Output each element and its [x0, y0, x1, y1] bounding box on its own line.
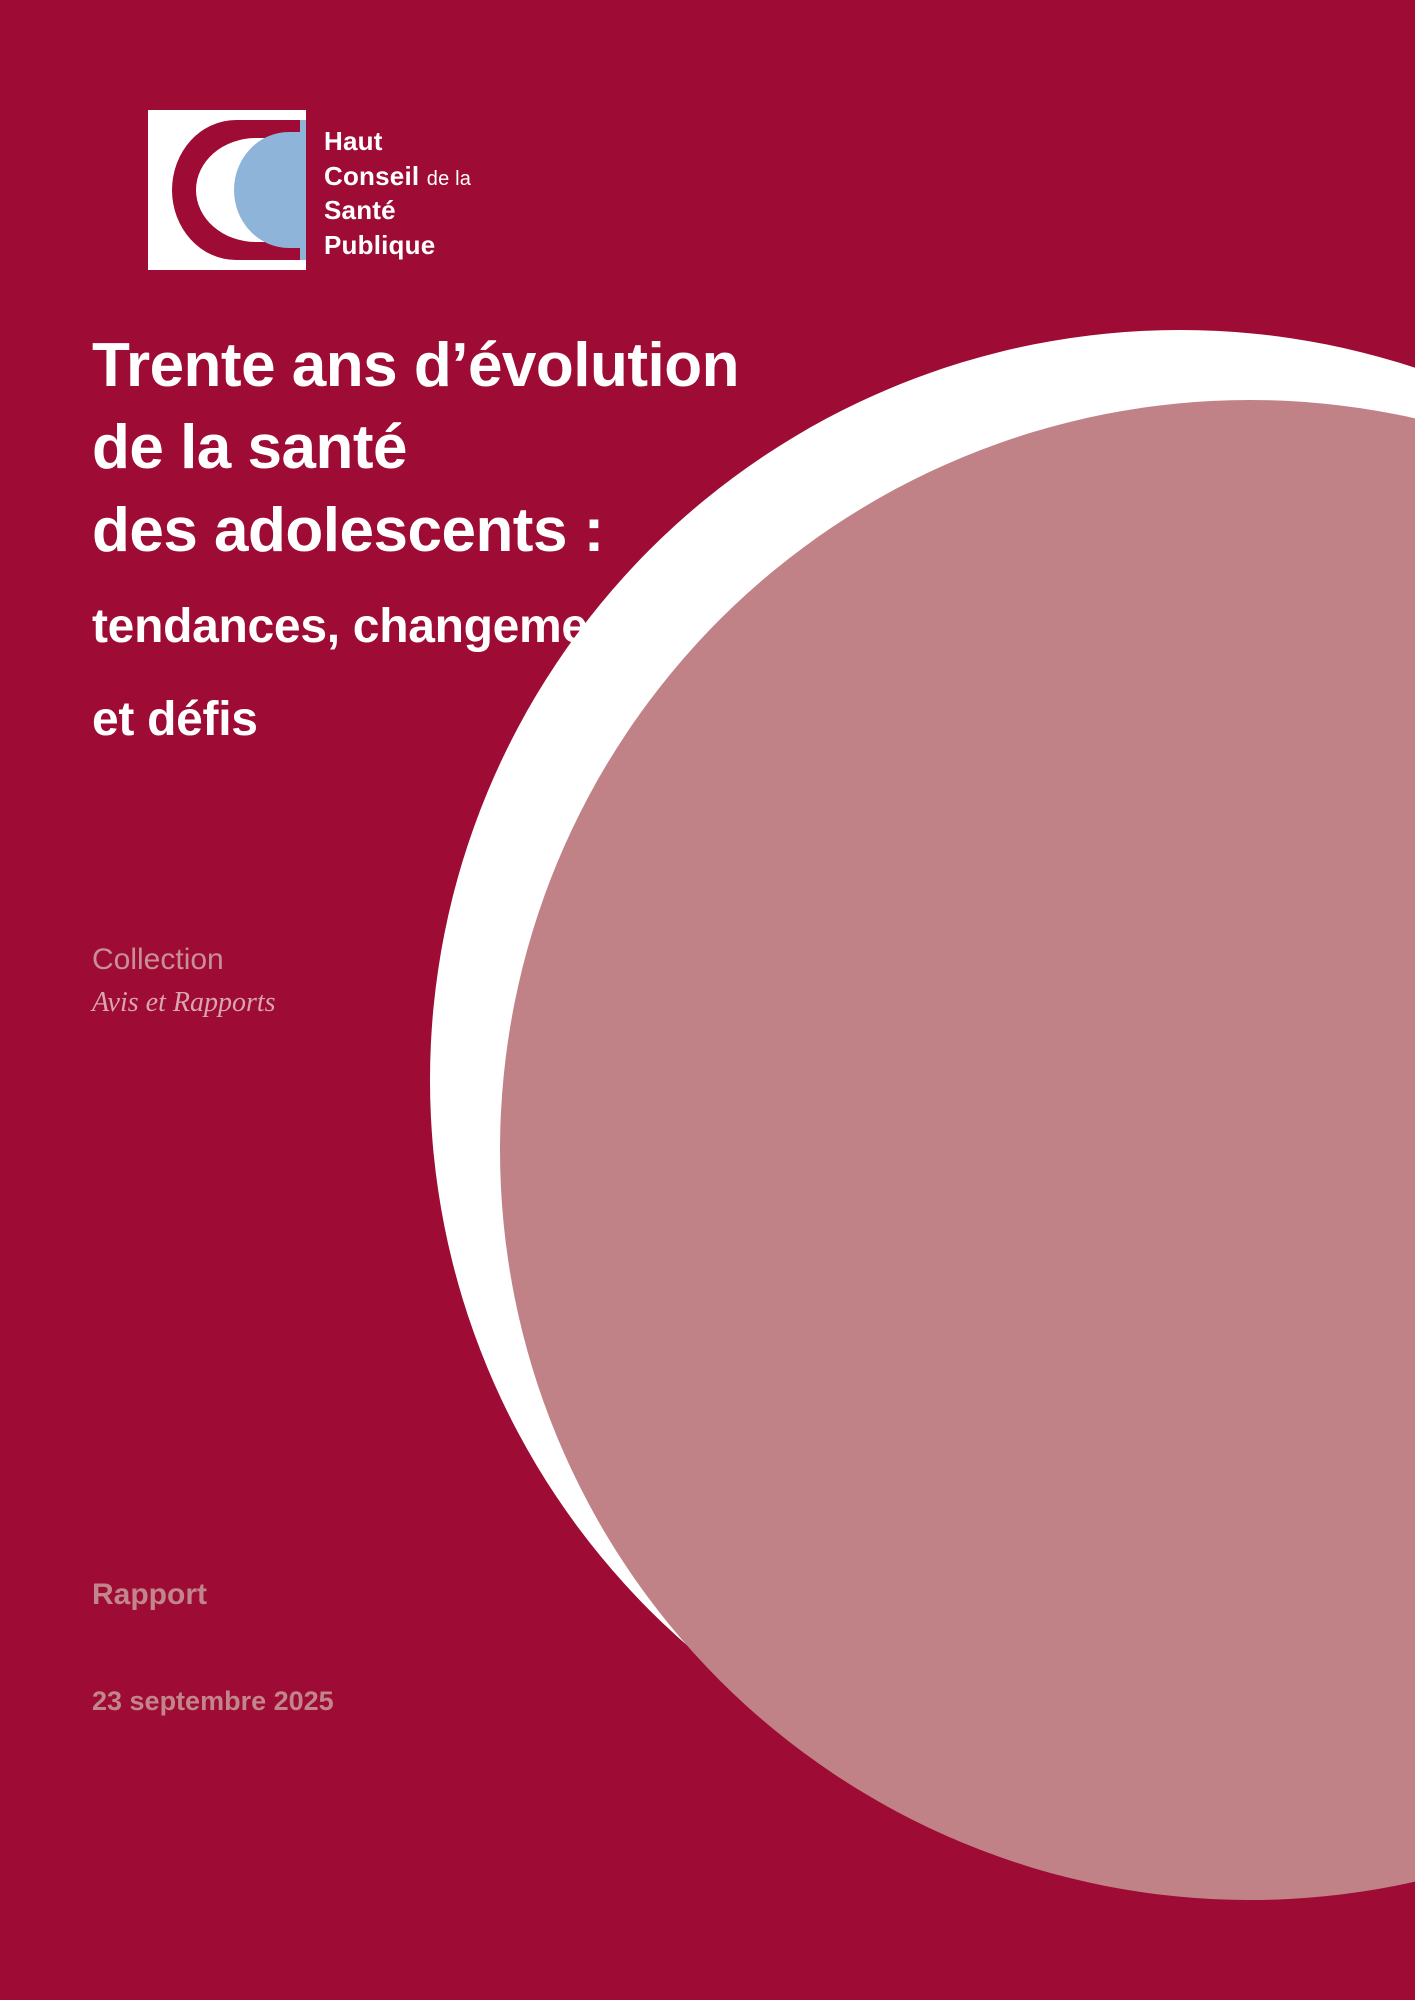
document-date: 23 septembre 2025: [92, 1686, 334, 1716]
subtitle-line-2: et défis: [92, 692, 258, 746]
title-line-3: des adolescents :: [92, 495, 604, 565]
hcsp-logo: [148, 110, 471, 270]
document-type: Rapport: [92, 1578, 207, 1611]
hcsp-logo-mark-icon: [148, 110, 306, 270]
collection-label: Collection: [92, 943, 224, 976]
logo-line-conseil-bold: Conseil: [324, 160, 420, 191]
subtitle-line-1: tendances, changements: [92, 600, 659, 654]
logo-line-sante: Santé: [324, 195, 396, 226]
logo-line-publique: Publique: [324, 229, 436, 260]
title-line-1: Trente ans d’évolution: [92, 331, 739, 400]
hcsp-logo-text: [324, 110, 471, 262]
page-title: [92, 325, 972, 757]
collection-value: Avis et Rapports: [92, 987, 276, 1018]
logo-line-haut: Haut: [324, 126, 383, 156]
title-line-2: de la santé: [92, 413, 407, 483]
collection-block: [92, 940, 276, 1022]
logo-line-conseil: [324, 159, 471, 194]
logo-line-conseil-small: de la: [426, 167, 472, 190]
